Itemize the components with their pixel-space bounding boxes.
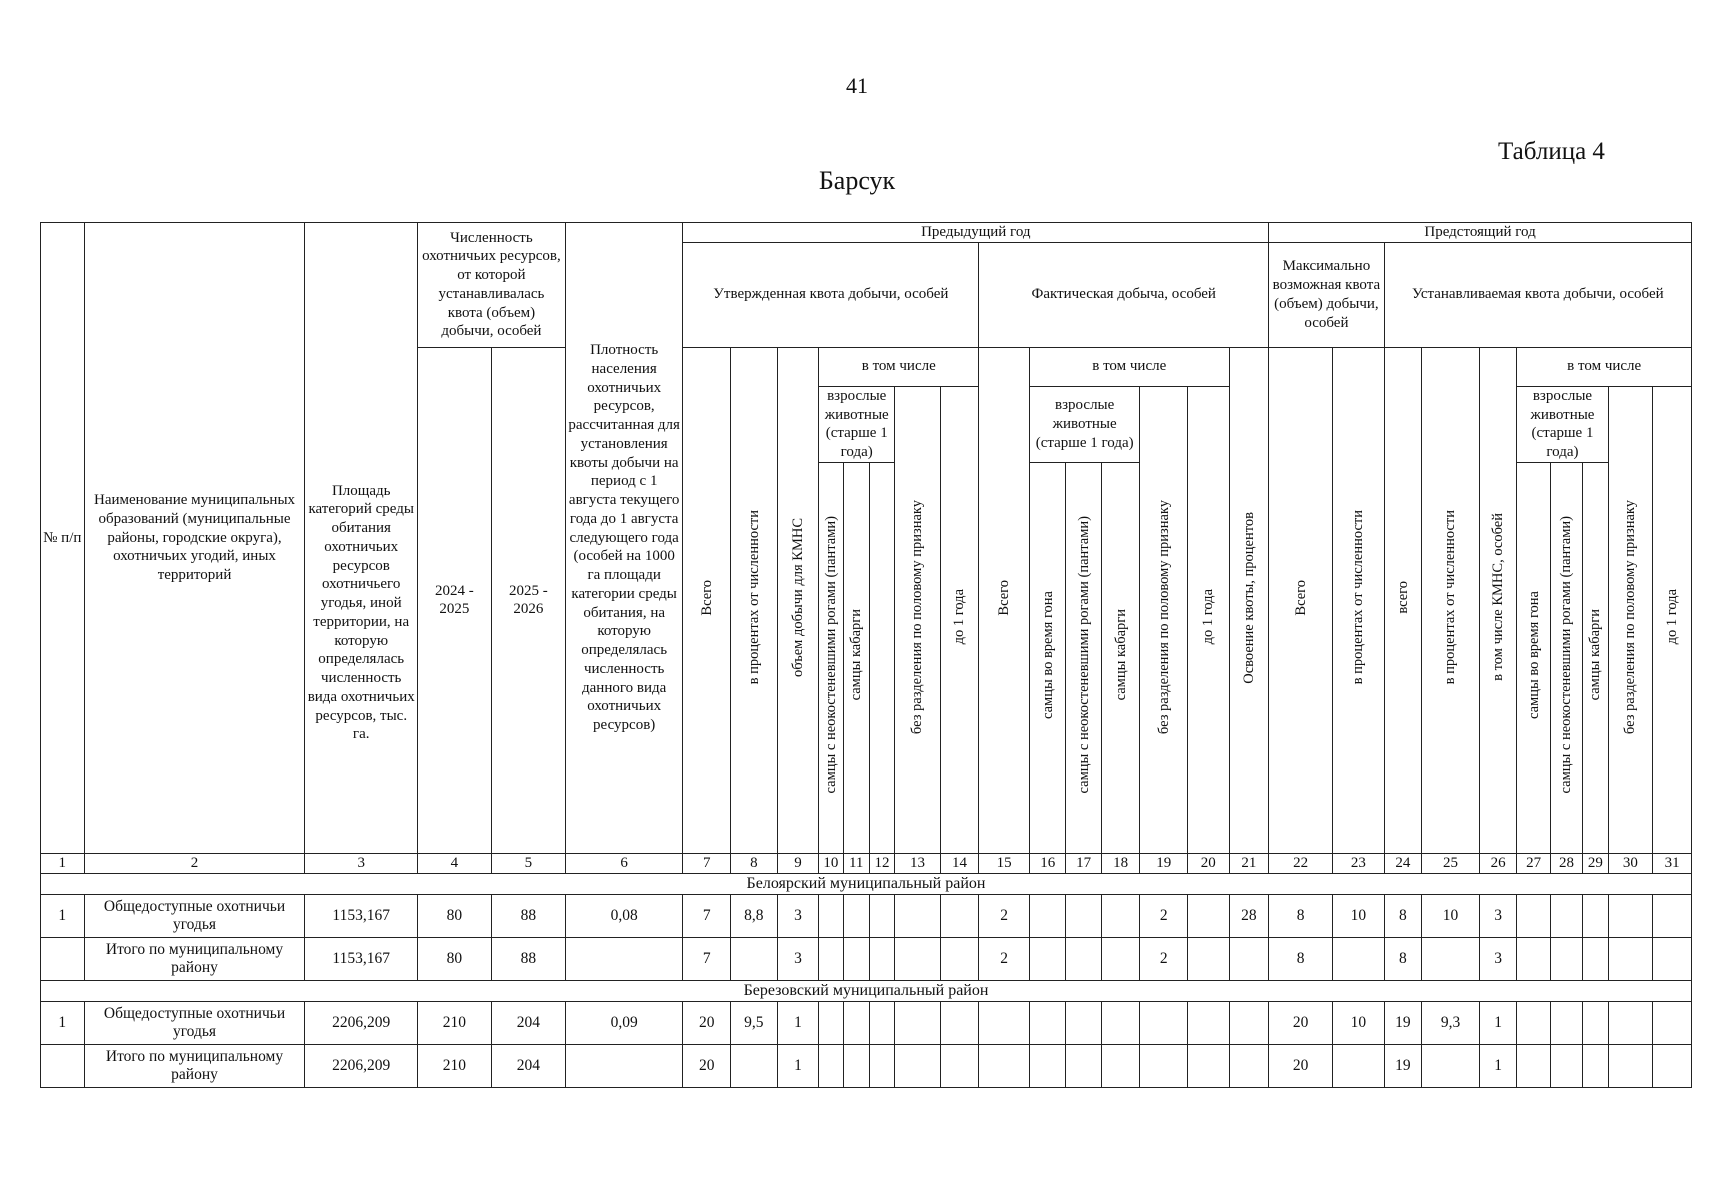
table-cell <box>1550 1001 1582 1044</box>
table-cell: 10 <box>1332 1001 1384 1044</box>
table-cell <box>1188 894 1230 937</box>
column-number-cell: 11 <box>843 853 869 873</box>
table-cell: 9,5 <box>731 1001 778 1044</box>
table-row <box>41 1001 1692 1044</box>
table-cell: 10 <box>1332 894 1384 937</box>
column-number-cell: 6 <box>565 853 683 873</box>
table-cell <box>1101 1044 1140 1087</box>
table-cell <box>895 894 941 937</box>
column-number-row <box>41 853 1692 873</box>
table-cell: 20 <box>683 1044 731 1087</box>
table-cell: 88 <box>491 937 565 980</box>
table-cell: 3 <box>1479 894 1516 937</box>
table-cell <box>1188 1044 1230 1087</box>
table-cell <box>1101 1001 1140 1044</box>
table-cell <box>843 1044 869 1087</box>
table-cell <box>731 1044 778 1087</box>
table-cell <box>731 937 778 980</box>
table-cell <box>1517 1044 1550 1087</box>
column-number-cell: 16 <box>1029 853 1065 873</box>
column-number-cell: 19 <box>1140 853 1188 873</box>
col9-label: объем добычи для КМНС <box>789 517 806 677</box>
table-cell <box>940 894 979 937</box>
section-row <box>41 980 1692 1001</box>
table-cell <box>1140 1044 1188 1087</box>
table-cell <box>1029 1044 1065 1087</box>
header-col23 <box>1332 347 1384 853</box>
column-number-cell: 21 <box>1229 853 1269 873</box>
column-number-cell: 12 <box>869 853 894 873</box>
col27-label: самцы во время гона <box>1525 590 1542 719</box>
header-col28 <box>1550 462 1582 853</box>
header-col30 <box>1608 386 1653 853</box>
table-cell: 1153,167 <box>305 937 417 980</box>
header-actual-incl: в том числе <box>1029 347 1229 386</box>
header-col15 <box>979 347 1030 853</box>
table-cell <box>1608 937 1653 980</box>
col28-label: самцы с неокостеневшими рогами (пантами) <box>1558 516 1575 794</box>
section-title: Белоярский муниципальный район <box>41 873 1692 894</box>
header-col14 <box>940 386 979 853</box>
header-actual-adults: взрослые животные (старше 1 года) <box>1029 386 1139 462</box>
table-cell <box>1422 1044 1480 1087</box>
header-population: Численность охотничьих ресурсов, от которой устанавливалась квота (объем) добычи, особей <box>417 223 565 348</box>
col25-label: в процентах от численности <box>1442 510 1459 685</box>
column-number-cell: 5 <box>491 853 565 873</box>
table-cell: 2 <box>979 894 1030 937</box>
table-cell: 1 <box>41 894 85 937</box>
table-cell: 3 <box>777 894 819 937</box>
table-cell <box>869 1044 894 1087</box>
header-next-year: Предстоящий год <box>1269 223 1692 243</box>
col29-label: самцы кабарги <box>1587 609 1604 701</box>
header-col31 <box>1653 386 1692 853</box>
col23-label: в процентах от численности <box>1350 510 1367 685</box>
table-cell <box>1188 1001 1230 1044</box>
header-col16 <box>1029 462 1065 853</box>
table-cell <box>979 1001 1030 1044</box>
col21-label: Освоение квоты, процентов <box>1240 511 1257 684</box>
table-cell: 19 <box>1384 1001 1421 1044</box>
table-cell <box>819 1001 843 1044</box>
table-cell <box>1029 937 1065 980</box>
table-cell <box>1583 1001 1608 1044</box>
table-cell <box>819 1044 843 1087</box>
col24-label: всего <box>1394 581 1411 614</box>
table-cell <box>843 1001 869 1044</box>
col20-label: до 1 года <box>1200 589 1217 645</box>
header-col22 <box>1269 347 1333 853</box>
table-cell <box>869 937 894 980</box>
table-cell: 8 <box>1384 937 1421 980</box>
header-col11 <box>843 462 869 853</box>
table-cell <box>843 937 869 980</box>
table-cell <box>1332 937 1384 980</box>
table-body <box>41 873 1692 1087</box>
header-set-adults: взрослые животные (старше 1 года) <box>1517 386 1608 462</box>
column-number-cell: 13 <box>895 853 941 873</box>
table-cell <box>1332 1044 1384 1087</box>
table-cell: 1153,167 <box>305 894 417 937</box>
row-name-cell: Общедоступные охотничьи угодья <box>84 894 305 937</box>
table-cell <box>819 894 843 937</box>
header-col10 <box>819 462 843 853</box>
table-cell <box>1229 937 1269 980</box>
table-cell: 28 <box>1229 894 1269 937</box>
table-cell <box>1608 1001 1653 1044</box>
table-cell <box>1517 937 1550 980</box>
table-cell <box>41 937 85 980</box>
section-title: Березовский муниципальный район <box>41 980 1692 1001</box>
column-number-cell: 9 <box>777 853 819 873</box>
column-number-cell: 15 <box>979 853 1030 873</box>
table-cell <box>1653 1001 1692 1044</box>
column-number-cell: 28 <box>1550 853 1582 873</box>
table-cell: 204 <box>491 1044 565 1087</box>
table-cell: 1 <box>777 1001 819 1044</box>
column-number-cell: 17 <box>1066 853 1101 873</box>
column-number-cell: 25 <box>1422 853 1480 873</box>
table-cell: 3 <box>777 937 819 980</box>
header-approved-adults: взрослые животные (старше 1 года) <box>819 386 895 462</box>
table-cell <box>940 937 979 980</box>
header-approved-quota: Утвержденная квота добычи, особей <box>683 242 979 347</box>
column-number-cell: 1 <box>41 853 85 873</box>
header-col17 <box>1066 462 1101 853</box>
column-number-cell: 29 <box>1583 853 1608 873</box>
header-name: Наименование муниципальных образований (муниципальные районы, городские округа), охотничьих угодий, иных территорий <box>84 223 305 854</box>
table-cell: 80 <box>417 894 491 937</box>
table-label: Таблица 4 <box>1498 138 1605 165</box>
col14-label: до 1 года <box>951 589 968 645</box>
table-cell <box>1550 894 1582 937</box>
column-number-cell: 18 <box>1101 853 1140 873</box>
table-cell <box>1653 894 1692 937</box>
header-col27 <box>1517 462 1550 853</box>
table-cell: 1 <box>1479 1044 1516 1087</box>
table-cell: 9,3 <box>1422 1001 1480 1044</box>
table-cell: 0,09 <box>565 1001 683 1044</box>
col19-label: без разделения по половому признаку <box>1155 499 1172 734</box>
table-cell <box>1066 1001 1101 1044</box>
table-cell: 210 <box>417 1001 491 1044</box>
table-cell <box>819 937 843 980</box>
table-cell <box>1550 937 1582 980</box>
header-col24 <box>1384 347 1421 853</box>
column-number-cell: 27 <box>1517 853 1550 873</box>
column-number-cell: 30 <box>1608 853 1653 873</box>
table-cell <box>41 1044 85 1087</box>
table-cell <box>1140 1001 1188 1044</box>
header-prev-year: Предыдущий год <box>683 223 1269 243</box>
table-cell: 1 <box>1479 1001 1516 1044</box>
header-col26 <box>1479 347 1516 853</box>
table-cell <box>1608 894 1653 937</box>
header-col21 <box>1229 347 1269 853</box>
page-number: 41 <box>846 73 868 98</box>
table-cell: 7 <box>683 937 731 980</box>
table-cell <box>1517 1001 1550 1044</box>
table-cell: 1 <box>777 1044 819 1087</box>
table-cell <box>1653 937 1692 980</box>
table-cell: 2206,209 <box>305 1044 417 1087</box>
table-cell <box>1029 894 1065 937</box>
table-cell <box>1229 1044 1269 1087</box>
row-name-cell: Итого по муниципальному району <box>84 937 305 980</box>
column-number-cell: 31 <box>1653 853 1692 873</box>
table-cell <box>1422 937 1480 980</box>
table-cell: 2 <box>1140 894 1188 937</box>
column-number-cell: 4 <box>417 853 491 873</box>
col13-label: без разделения по половому признаку <box>909 499 926 734</box>
table-row <box>41 894 1692 937</box>
header-col29 <box>1583 462 1608 853</box>
table-cell: 2 <box>979 937 1030 980</box>
column-number-cell: 7 <box>683 853 731 873</box>
table-cell <box>979 1044 1030 1087</box>
table-cell: 3 <box>1479 937 1516 980</box>
table-cell: 8 <box>1269 894 1333 937</box>
table-cell <box>1066 1044 1101 1087</box>
table-cell: 19 <box>1384 1044 1421 1087</box>
column-number-cell: 10 <box>819 853 843 873</box>
table-cell <box>565 1044 683 1087</box>
table-cell: 210 <box>417 1044 491 1087</box>
table-cell: 2206,209 <box>305 1001 417 1044</box>
table-cell <box>1101 894 1140 937</box>
header-density: Плотность населения охотничьих ресурсов, рассчитанная для установления квоты добычи на период с 1 августа текущего года до 1 августа следующего года (особей на 1000 га площади категории среды обитания, на которую определялась численность данного вида охотничьих ресурсов) <box>565 223 683 854</box>
table-cell <box>1101 937 1140 980</box>
column-number-cell: 23 <box>1332 853 1384 873</box>
table-cell <box>1066 894 1101 937</box>
table-cell <box>869 1001 894 1044</box>
header-area: Площадь категорий среды обитания охотничьих ресурсов охотничьего угодья, иной территории, на которую определялась численность вида охотничьих ресурсов, тыс. га. <box>305 223 417 854</box>
header-col12 <box>869 462 894 853</box>
table-cell: 8 <box>1384 894 1421 937</box>
table-cell <box>940 1001 979 1044</box>
table-cell: 8,8 <box>731 894 778 937</box>
col17-label: самцы с неокостеневшими рогами (пантами) <box>1075 516 1092 794</box>
row-name-cell: Итого по муниципальному району <box>84 1044 305 1087</box>
table-cell: 20 <box>1269 1001 1333 1044</box>
table-cell <box>1583 894 1608 937</box>
col30-label: без разделения по половому признаку <box>1622 499 1639 734</box>
header-set-incl: в том числе <box>1517 347 1692 386</box>
table-cell <box>565 937 683 980</box>
header-no: № п/п <box>41 223 85 854</box>
table-cell <box>895 1001 941 1044</box>
header-col13 <box>895 386 941 853</box>
table-cell <box>1517 894 1550 937</box>
table-cell <box>1029 1001 1065 1044</box>
table-cell: 1 <box>41 1001 85 1044</box>
header-year-b: 2025 - 2026 <box>491 347 565 853</box>
col7-label: Всего <box>698 579 715 616</box>
document-title: Барсук <box>818 166 896 195</box>
table-cell: 20 <box>1269 1044 1333 1087</box>
table-cell <box>940 1044 979 1087</box>
column-number-cell: 3 <box>305 853 417 873</box>
column-number-cell: 14 <box>940 853 979 873</box>
header-col7 <box>683 347 731 853</box>
col10-label: самцы с неокостеневшими рогами (пантами) <box>822 516 839 794</box>
table-cell <box>1550 1044 1582 1087</box>
header-approved-incl: в том числе <box>819 347 979 386</box>
col15-label: Всего <box>996 579 1013 616</box>
col31-label: до 1 года <box>1664 589 1680 645</box>
header-col9 <box>777 347 819 853</box>
column-number-cell: 22 <box>1269 853 1333 873</box>
table-cell <box>843 894 869 937</box>
table-cell <box>1066 937 1101 980</box>
column-number-cell: 24 <box>1384 853 1421 873</box>
header-col20 <box>1188 386 1230 853</box>
table-cell <box>895 937 941 980</box>
col8-label: в процентах от численности <box>745 510 762 685</box>
table-cell: 7 <box>683 894 731 937</box>
table-row <box>41 937 1692 980</box>
table-cell: 88 <box>491 894 565 937</box>
col16-label: самцы во время гона <box>1039 590 1056 719</box>
table-cell <box>1608 1044 1653 1087</box>
header-col8 <box>731 347 778 853</box>
table-cell: 8 <box>1269 937 1333 980</box>
table-cell: 20 <box>683 1001 731 1044</box>
table-cell: 10 <box>1422 894 1480 937</box>
table-cell <box>1583 937 1608 980</box>
header-set-quota: Устанавливаемая квота добычи, особей <box>1384 242 1691 347</box>
table-cell: 80 <box>417 937 491 980</box>
table-cell <box>1583 1044 1608 1087</box>
table-cell <box>869 894 894 937</box>
col11-label: самцы кабарги <box>848 609 865 701</box>
col26-label: в том числе КМНС, особей <box>1490 513 1507 682</box>
column-number-cell: 20 <box>1188 853 1230 873</box>
header-col25 <box>1422 347 1480 853</box>
table-row <box>41 1044 1692 1087</box>
header-col18 <box>1101 462 1140 853</box>
table-cell: 204 <box>491 1001 565 1044</box>
section-row <box>41 873 1692 894</box>
table-cell: 2 <box>1140 937 1188 980</box>
column-number-cell: 8 <box>731 853 778 873</box>
quota-table <box>40 222 1692 1088</box>
table-cell <box>1229 1001 1269 1044</box>
col18-label: самцы кабарги <box>1112 609 1129 701</box>
header-col19 <box>1140 386 1188 853</box>
table-cell <box>1188 937 1230 980</box>
table-cell <box>1653 1044 1692 1087</box>
col22-label: Всего <box>1292 579 1309 616</box>
header-max-quota: Максимально возможная квота (объем) добычи, особей <box>1269 242 1385 347</box>
table-cell <box>895 1044 941 1087</box>
header-actual-harvest: Фактическая добыча, особей <box>979 242 1269 347</box>
row-name-cell: Общедоступные охотничьи угодья <box>84 1001 305 1044</box>
column-number-cell: 2 <box>84 853 305 873</box>
column-number-cell: 26 <box>1479 853 1516 873</box>
table-cell: 0,08 <box>565 894 683 937</box>
header-year-a: 2024 - 2025 <box>417 347 491 853</box>
